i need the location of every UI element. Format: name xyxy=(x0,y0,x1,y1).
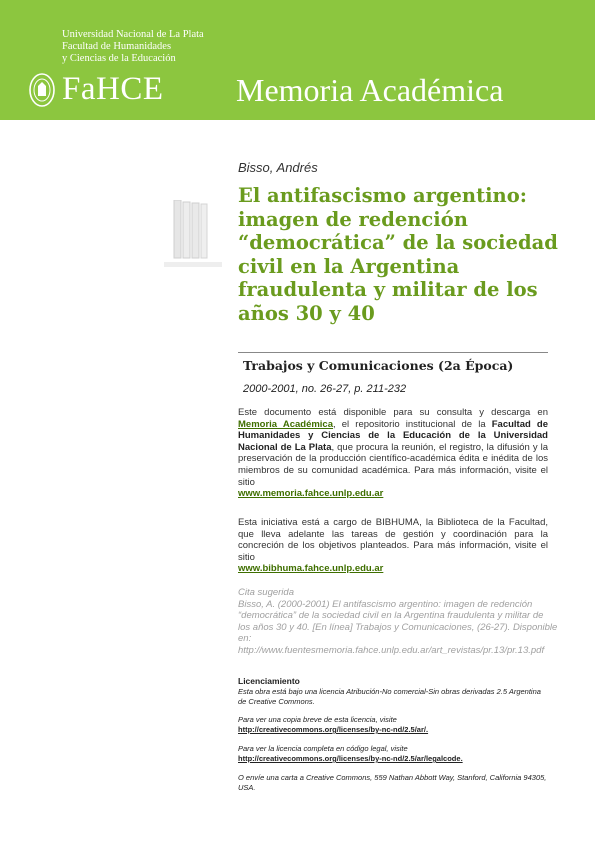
repository-name[interactable]: Memoria Académica xyxy=(236,72,504,108)
info-text: Este documento está disponible para su consulta y descarga en xyxy=(238,407,548,418)
license-brief-link[interactable]: http://creativecommons.org/licenses/by-nc-nd/2.5/ar/. xyxy=(238,725,429,734)
library-books-icon xyxy=(164,200,222,270)
citation-text: Bisso, A. (2000-2001) El antifascismo argentino: imagen de redención “democrática” de la sociedad civil en la Argentina fraudulenta y militar de los años 30 y 40. [En línea] Trabajos y Comunicaciones, (26-27). Disponible en: http://www.fuentesmemoria.fahce.unlp.edu.ar/art_revistas/pr.13/pr.13.pdf xyxy=(238,598,558,656)
university-line: Universidad Nacional de La Plata xyxy=(62,29,204,40)
volume-info: 2000-2001, no. 26-27, p. 211-232 xyxy=(243,383,407,395)
journal-name: Trabajos y Comunicaciones (2a Época) xyxy=(243,358,514,373)
memoria-academica-link[interactable]: Memoria Académica xyxy=(238,418,334,430)
faculty-line: Facultad de Humanidades xyxy=(62,41,172,52)
document-title: El antifascismo argentino: imagen de redención “democrática” de la sociedad civil en la Argentina fraudulenta y militar de los años 30 y 40 xyxy=(238,184,558,325)
fahce-logo[interactable]: FaHCE xyxy=(62,71,164,107)
license-title: Licenciamiento xyxy=(238,676,300,686)
university-name xyxy=(62,29,204,65)
bibhuma-info xyxy=(238,517,548,575)
info-text: , el repositorio institucional de la xyxy=(333,418,492,430)
bibhuma-site-link[interactable]: www.bibhuma.fahce.unlp.edu.ar xyxy=(238,563,384,575)
info-text: , que procura la reunión, el registro, la difusión y la preservación de la producción científico-académica édita e inédita de los miembros de su comunidad académica. Para más información, visite el sitio xyxy=(238,441,548,488)
citation-label: Cita sugerida xyxy=(238,587,294,598)
license-full-link[interactable]: http://creativecommons.org/licenses/by-nc-nd/2.5/ar/legalcode. xyxy=(238,754,463,763)
license-brief-label: Para ver una copia breve de esta licencia, visite xyxy=(238,715,397,724)
faculty-line-2: y Ciencias de la Educación xyxy=(62,53,176,64)
license-brief xyxy=(238,715,550,735)
memoria-site-link[interactable]: www.memoria.fahce.unlp.edu.ar xyxy=(238,488,384,500)
title-divider xyxy=(238,352,548,353)
header-banner xyxy=(0,0,595,120)
university-seal-icon xyxy=(28,72,56,108)
repository-info xyxy=(238,407,548,500)
license-mail: O envíe una carta a Creative Commons, 559 Nathan Abbott Way, Stanford, California 94305, USA. xyxy=(238,773,547,792)
license-text: Esta obra está bajo una licencia Atribución-No comercial-Sin obras derivadas 2.5 Argentina de Creative Commons. xyxy=(238,687,541,706)
license-full xyxy=(238,744,550,764)
suggested-citation xyxy=(238,587,558,657)
institution-name: Facultad de Humanidades y Ciencias de la Educación de la Universidad Nacional de La Plata xyxy=(238,418,549,453)
license-full-label: Para ver la licencia completa en código legal, visite xyxy=(238,744,408,753)
bibhuma-text: Esta iniciativa está a cargo de BIBHUMA, la Biblioteca de la Facultad, que lleva adelante las tareas de gestión y coordinación para la concreción de los objetivos planteados. Para más información, visite el sitio xyxy=(238,517,548,563)
document-author: Bisso, Andrés xyxy=(238,160,318,175)
